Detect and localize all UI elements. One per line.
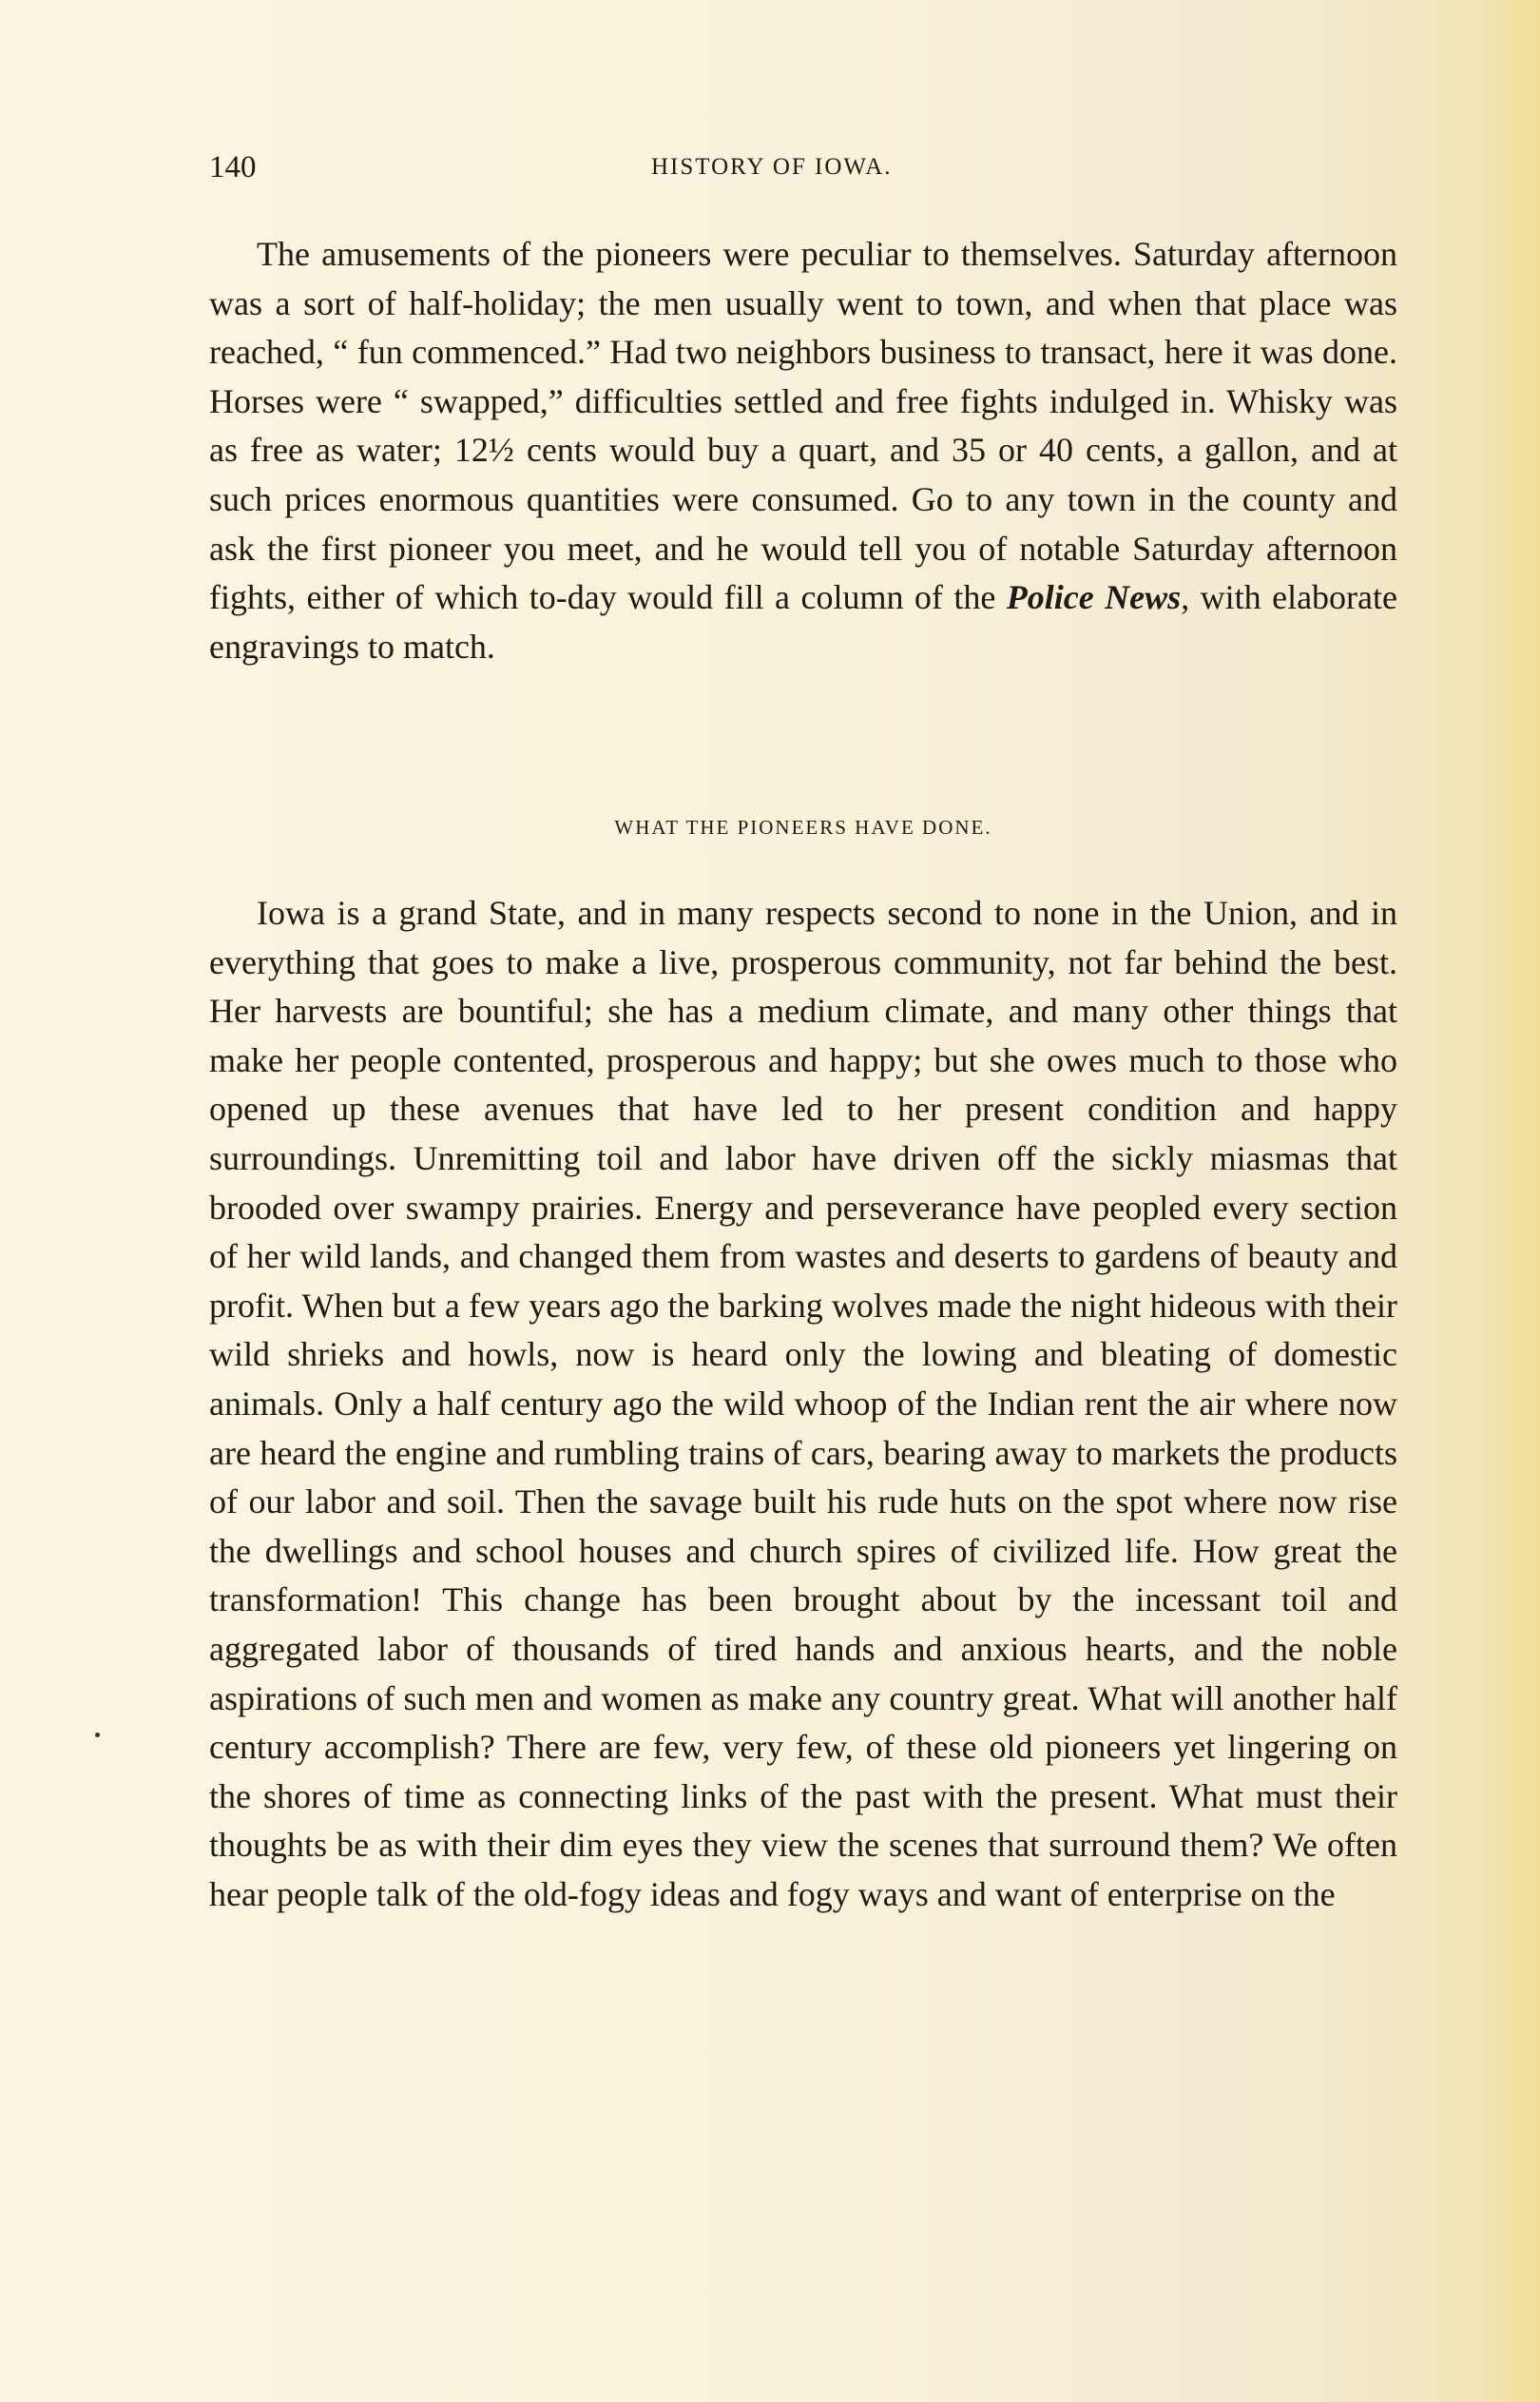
- page-number: 140: [209, 150, 257, 184]
- paragraph-1-before-italic: The amusements of the pioneers were peculiar to themselves. Saturday afternoon was a sort of half-holiday; the men usually went to town, and when that place was reached, “ fun commenced.” Had two neighbors business to transact, here it was done. Horses were “ swapped,” difficulties settled and free fights indulged in. Whisky was as free as water; 12½ cents would buy a quart, and 35 or 40 cents, a gallon, and at such prices enormous quantities were consumed. Go to any town in the county and ask the first pioneer you meet, and he would tell you of notable Saturday afternoon fights, either of which to-day would fill a column of the: [209, 235, 1397, 617]
- paragraph-2-text: Iowa is a grand State, and in many respects second to none in the Union, and in everything that goes to make a live, prosperous community, not far behind the best. Her harvests are bountiful; she has a medium climate, and many other things that make her people contented, prosperous and happy; but she owes much to those who opened up these avenues that have led to her present condition and happy surroundings. Unremitting toil and labor have driven off the sickly miasmas that brooded over swampy prairies. Energy and perseverance have peopled every section of her wild lands, and changed them from wastes and deserts to gardens of beauty and profit. When but a few years ago the barking wolves made the night hideous with their wild shrieks and howls, now is heard only the lowing and bleating of domestic animals. Only a half century ago the wild whoop of the Indian rent the air where now are heard the engine and rumbling trains of cars, bearing away to markets the products of our labor and soil. Then the savage built his rude huts on the spot where now rise the dwellings and school houses and church spires of civilized life. How great the transformation! This change has been brought about by the incessant toil and aggregated labor of thousands of tired hands and anxious hearts, and the noble aspirations of such men and women as make any country great. What will another half century accomplish? There are few, very few, of these old pioneers yet lingering on the shores of time as connecting links of the past with the present. What must their thoughts be as with their dim eyes they view the scenes that surround them? We often hear people talk of the old-fogy ideas and fogy ways and want of enterprise on the: [209, 894, 1397, 1913]
- section-heading: WHAT THE PIONEERS HAVE DONE.: [614, 816, 992, 839]
- margin-dot: [95, 1733, 100, 1737]
- running-title: HISTORY OF IOWA.: [651, 154, 893, 180]
- paragraph-amusements: [209, 230, 1397, 671]
- paragraph-1-after-italic: , with elaborate engravings to match.: [209, 578, 1397, 666]
- police-news-title: Police News: [1006, 578, 1182, 617]
- page-header: [209, 150, 1397, 188]
- paragraph-pioneers: [209, 889, 1397, 1919]
- page-edge-shading: [1483, 0, 1540, 2402]
- paragraph-1-text: [209, 230, 1397, 671]
